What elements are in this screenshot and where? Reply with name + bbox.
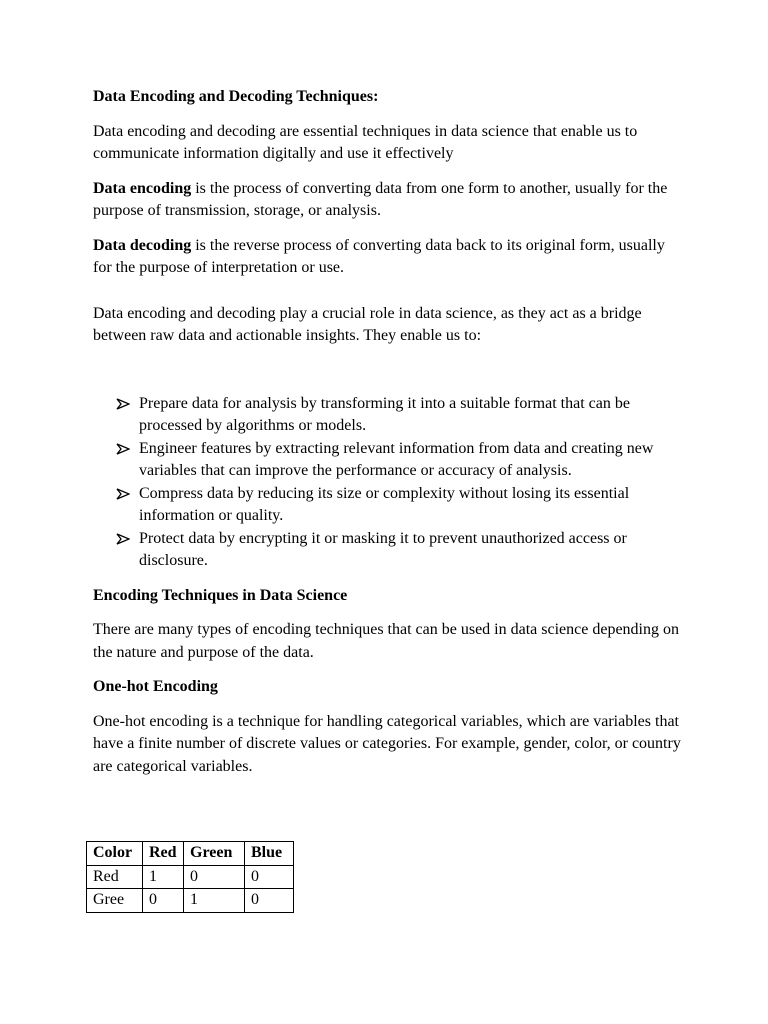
arrow-bullet-icon — [116, 528, 130, 550]
list-item-text: Compress data by reducing its size or complexity without losing its essential information or quality. — [139, 484, 630, 524]
table-row — [87, 889, 294, 913]
intro-paragraph: Data encoding and decoding are essential techniques in data science that enable us to communicate information digitally and use it effectively — [93, 122, 638, 162]
list-item-text: Prepare data for analysis by transforming it into a suitable format that can be processed by algorithms or models. — [139, 394, 630, 434]
onehot-table — [86, 841, 294, 913]
document-body — [93, 86, 683, 790]
table-cell: 0 — [184, 865, 245, 889]
list-item — [93, 438, 683, 483]
table-cell: 0 — [143, 889, 184, 913]
benefits-list — [93, 393, 683, 573]
table-cell: Gree — [87, 889, 143, 913]
section-heading: Encoding Techniques in Data Science — [93, 586, 348, 604]
table-row — [87, 865, 294, 889]
list-item-text: Protect data by encrypting it or masking it to prevent unauthorized access or disclosure. — [139, 529, 627, 569]
encoding-term: Data encoding — [93, 179, 192, 197]
list-item — [93, 528, 683, 573]
decoding-definition — [93, 235, 683, 280]
arrow-bullet-icon — [116, 438, 130, 460]
decoding-term: Data decoding — [93, 236, 192, 254]
encoding-definition — [93, 178, 683, 223]
table-header-row — [87, 842, 294, 866]
table-cell: 1 — [184, 889, 245, 913]
table-cell: 0 — [245, 889, 294, 913]
list-item — [93, 483, 683, 528]
onehot-heading: One-hot Encoding — [93, 678, 218, 695]
arrow-bullet-icon — [116, 483, 130, 505]
document-title: Data Encoding and Decoding Techniques: — [93, 88, 379, 105]
table-cell: Red — [87, 865, 143, 889]
list-item-text: Engineer features by extracting relevant information from data and creating new variables that can improve the performance or accuracy of analysis. — [139, 439, 654, 479]
encoding-text: is the process of converting data from one form to another, usually for the purpose of transmission, storage, or analysis. — [93, 179, 668, 219]
list-item — [93, 393, 683, 438]
table-header-cell: Blue — [245, 842, 294, 866]
decoding-text: is the reverse process of converting data back to its original form, usually for the purpose of interpretation or use. — [93, 236, 665, 276]
table-cell: 1 — [143, 865, 184, 889]
role-paragraph: Data encoding and decoding play a crucial role in data science, as they act as a bridge between raw data and actionable insights. They enable us to: — [93, 304, 642, 344]
table-header-cell: Red — [143, 842, 184, 866]
table-header-cell: Color — [87, 842, 143, 866]
section-paragraph: There are many types of encoding techniques that can be used in data science depending on the nature and purpose of the data. — [93, 621, 679, 661]
table-header-cell: Green — [184, 842, 245, 866]
table-cell: 0 — [245, 865, 294, 889]
onehot-paragraph: One-hot encoding is a technique for handling categorical variables, which are variables that have a finite number of discrete values or categories. For example, gender, color, or country are categorical variables. — [93, 712, 681, 775]
arrow-bullet-icon — [116, 393, 130, 415]
